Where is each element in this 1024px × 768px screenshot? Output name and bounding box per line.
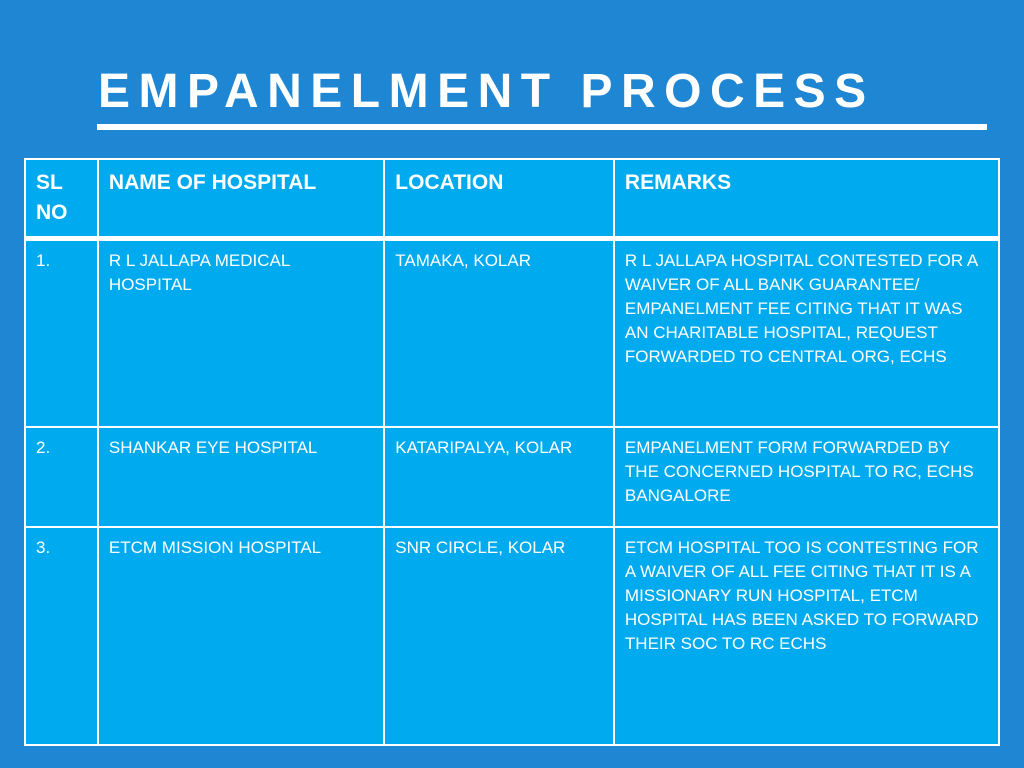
cell-sl-no: 2. — [25, 427, 98, 527]
cell-hospital: ETCM MISSION HOSPITAL — [98, 527, 384, 745]
header-remarks: REMARKS — [614, 159, 999, 239]
cell-location: KATARIPALYA, KOLAR — [384, 427, 614, 527]
table-header-row — [25, 159, 999, 239]
cell-sl-no: 3. — [25, 527, 98, 745]
cell-location: SNR CIRCLE, KOLAR — [384, 527, 614, 745]
header-sl-no: SL NO — [25, 159, 98, 239]
cell-hospital: SHANKAR EYE HOSPITAL — [98, 427, 384, 527]
table-row — [25, 427, 999, 527]
cell-remarks: ETCM HOSPITAL TOO IS CONTESTING FOR A WAIVER OF ALL FEE CITING THAT IT IS A MISSIONARY RUN HOSPITAL, ETCM HOSPITAL HAS BEEN ASKED TO FORWARD THEIR SOC TO RC ECHS — [614, 527, 999, 745]
header-hospital: NAME OF HOSPITAL — [98, 159, 384, 239]
header-location: LOCATION — [384, 159, 614, 239]
title-underline — [97, 124, 987, 130]
cell-remarks: R L JALLAPA HOSPITAL CONTESTED FOR A WAIVER OF ALL BANK GUARANTEE/ EMPANELMENT FEE CITING THAT IT WAS AN CHARITABLE HOSPITAL, REQUEST FORWARDED TO CENTRAL ORG, ECHS — [614, 239, 999, 427]
page-title: EMPANELMENT PROCESS — [98, 65, 875, 118]
cell-location: TAMAKA, KOLAR — [384, 239, 614, 427]
table-row — [25, 239, 999, 427]
table-row — [25, 527, 999, 745]
cell-sl-no: 1. — [25, 239, 98, 427]
cell-hospital: R L JALLAPA MEDICAL HOSPITAL — [98, 239, 384, 427]
empanelment-table — [24, 158, 1000, 746]
cell-remarks: EMPANELMENT FORM FORWARDED BY THE CONCERNED HOSPITAL TO RC, ECHS BANGALORE — [614, 427, 999, 527]
